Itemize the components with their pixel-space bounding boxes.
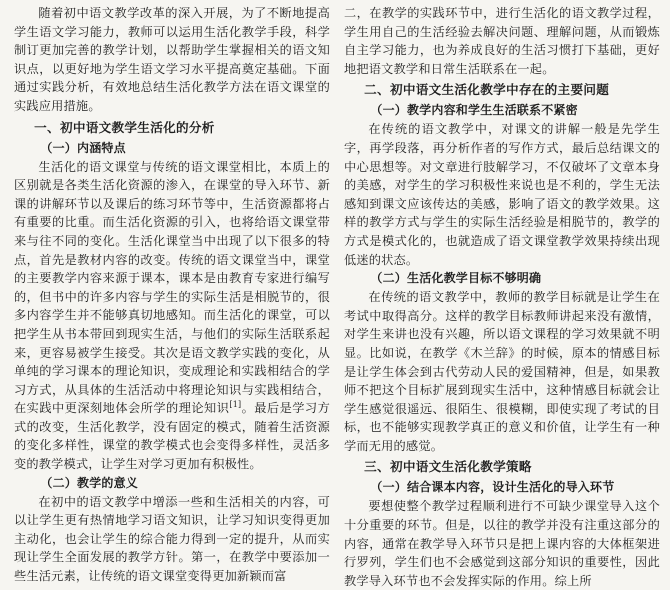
subheading-content-disconnect: （一）教学内容和学生生活联系不紧密 bbox=[370, 103, 578, 118]
continued-paragraph: 二，在教学的实践环节中，进行生活化的语文教学过程，学生用自己的生活经验去解决问题、理解问题，从而锻炼自主学习能力，也为养成良好的生活习惯打下基础，更好地把语文教学和日常生活联系在一起。 bbox=[344, 6, 660, 76]
connotation-paragraph bbox=[14, 158, 330, 474]
significance-paragraph: 在初中的语文教学中增添一些和生活相关的内容，可以让学生更有热情地学习语文知识，让学习知识变得更加主动化，也会让学生的综合能力得到一定的提升，从而实现让学生全面发展的教学方针。第一，在教学中要添加一些生活元素，让传统的语文课堂变得更加新颖而富 bbox=[14, 494, 330, 584]
connotation-text-end: 。最后是学习方式的改变，生活化教学，没有固定的模式，随着生活资源的变化多样性，课堂的教学模式也会变得多样性，灵活多变的教学模式，让学生对学习更加有积极性。 bbox=[14, 401, 330, 472]
subheading-lead-in: （一）结合课本内容，设计生活化的导入环节 bbox=[370, 480, 615, 495]
subheading-significance: （二）教学的意义 bbox=[40, 475, 138, 490]
section-heading-1: 一、初中语文教学生活化的分析 bbox=[34, 119, 215, 135]
unclear-goals-paragraph: 在传统的语文教学中，教师的教学目标就是让学生在考试中取得高分。这样的教学目标教师讲起来没有激情，对学生来讲也没有兴趣，所以语文课程的学习效果就不明显。比如说，在教学《木兰辞》的时候，原本的情感目标是让学生体会到古代劳动人民的爱国精神，但是，如果教师不把这个目标扩展到现实生活中，这种情感目标就会让学生感觉很遥远、很陌生、很模糊，即使实现了考试的目标，也不能够实现教学真正的意义和价值，让学生有一种学而无用的感觉。 bbox=[344, 290, 660, 453]
subheading-connotation: （一）内涵特点 bbox=[40, 140, 126, 155]
left-column bbox=[14, 4, 330, 584]
subheading-unclear-goals: （二）生活化教学目标不够明确 bbox=[370, 271, 542, 286]
intro-paragraph: 随着初中语文教学改革的深入开展，为了不断地提高学生语文学习能力，教师可以运用生活化教学手段，科学制订更加完善的教学计划，以帮助学生掌握相关的语文知识点，以更好地为学生语文学习水平提高奠定基础。下面通过实践分析，有效地总结生活化教学方法在语文课堂的实践应用措施。 bbox=[14, 6, 330, 113]
connotation-text: 生活化的语文课堂与传统的语文课堂相比，本质上的区别就是各类生活化资源的渗入，在课堂的导入环节、新课的讲解环节以及课后的练习环节等中，生活资源都将占有重要的比重。而生活化资源的引入，也将给语文课堂带来与往不同的变化。生活化课堂当中出现了以下很多的特点，首先是教材内容的改变。传统的语文课堂当中，课堂的主要教学内容来源于课本，课本是由教育专家进行编写的，但书中的许多内容与学生的实际生活是相脱节的，很多内容学生并不能够真切地感知。而生活化的课堂，可以把学生从书本带回到现实生活，与他们的实际生活联系起来，更容易被学生接受。其次是语文教学实践的变化，从单纯的学习课本的理论知识，变成理论和实践相结合的学习方式，从具体的生活活动中将理论知识与实践相结合，在实践中更深刻地体会所学的理论知识 bbox=[14, 159, 330, 416]
section-heading-3: 三、初中语文生活化教学策略 bbox=[364, 459, 532, 475]
section-heading-2: 二、初中语文生活化教学中存在的主要问题 bbox=[364, 82, 610, 98]
content-disconnect-paragraph: 在传统的语文教学中，对课文的讲解一般是先学生字，再学段落，再分析作者的写作方式，最后总结课文的中心思想等。对文章进行肢解学习，不仅破坏了文章本身的美感，对学生的学习积极性来说也是不利的，学生无法感知到课文应该传达的美感，影响了语文的教学效果。这样的教学方式与学生的实际生活经验是相脱节的，教学的方式是模式化的，也就造成了语文课堂教学效果持续出现低迷的状态。 bbox=[344, 122, 660, 267]
citation-ref: [1] bbox=[229, 400, 242, 410]
lead-in-paragraph: 要想使整个教学过程顺利进行不可缺少课堂导入这个十分重要的环节。但是，以往的教学并没有注重这部分的内容，通常在教学导入环节只是把上课内容的大体框架进行罗列，学生们也不会感觉到这部分知识的重要性，因此教学导入环节也不会发挥实际的作用。综上所 bbox=[344, 499, 660, 588]
right-column bbox=[344, 4, 660, 588]
